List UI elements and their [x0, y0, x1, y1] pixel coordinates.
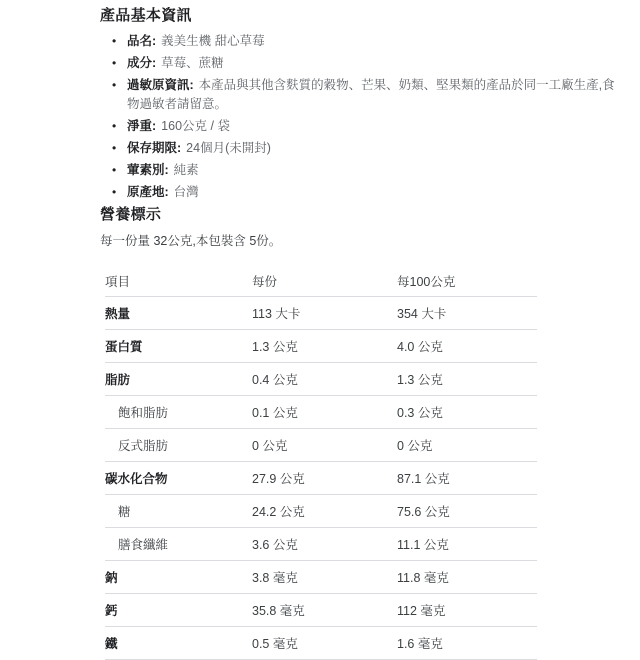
- table-row-sugar: [105, 495, 537, 528]
- list-item-origin: [112, 183, 620, 202]
- nutrient-name: 蛋白質: [105, 330, 252, 363]
- per-serving-value: 24.2 公克: [252, 495, 397, 528]
- list-item-product-name: [112, 32, 620, 51]
- item-label: 成分:: [127, 56, 157, 70]
- table-row-iron: [105, 627, 537, 660]
- per-100g-value: 1.6 毫克: [397, 627, 537, 660]
- nutrient-name: 膳食纖維: [105, 528, 252, 561]
- nutrient-name: 鈣: [105, 594, 252, 627]
- nutrient-name: 碳水化合物: [105, 462, 252, 495]
- item-value: 160公克 / 袋: [161, 119, 230, 133]
- table-row-calcium: [105, 594, 537, 627]
- table-row-calories: [105, 297, 537, 330]
- table-header-row: [105, 266, 537, 297]
- per-100g-value: 75.6 公克: [397, 495, 537, 528]
- bullet-icon: [112, 117, 127, 136]
- table-row-protein: [105, 330, 537, 363]
- nutrition-title: 營養標示: [100, 206, 162, 223]
- item-label: 過敏原資訊:: [127, 78, 194, 92]
- bullet-icon: [112, 32, 127, 51]
- per-100g-value: 87.1 公克: [397, 462, 537, 495]
- nutrient-name: 鐵: [105, 627, 252, 660]
- nutrient-name: 脂肪: [105, 363, 252, 396]
- table-row-sodium: [105, 561, 537, 594]
- per-100g-value: 1.3 公克: [397, 363, 537, 396]
- item-label: 原產地:: [127, 185, 169, 199]
- per-100g-value: 4.0 公克: [397, 330, 537, 363]
- per-serving-value: 3.8 毫克: [252, 561, 397, 594]
- item-value: 台灣: [173, 185, 199, 199]
- nutrition-table: [105, 266, 537, 660]
- item-value: 24個月(未開封): [186, 141, 271, 155]
- item-value: 本產品與其他含麩質的穀物、芒果、奶類、堅果類的產品於同一工廠生產,食物過敏者請留意。: [127, 78, 615, 111]
- list-item-allergen-info: [112, 76, 620, 114]
- per-serving-value: 0 公克: [252, 429, 397, 462]
- item-label: 淨重:: [127, 119, 157, 133]
- nutrient-name: 飽和脂肪: [105, 396, 252, 429]
- table-row-saturated-fat: [105, 396, 537, 429]
- nutrient-name: 鈉: [105, 561, 252, 594]
- item-value: 義美生機 甜心草莓: [161, 34, 265, 48]
- list-item-shelf-life: [112, 139, 620, 158]
- bullet-icon: [112, 54, 127, 73]
- item-value: 純素: [173, 163, 199, 177]
- bullet-icon: [112, 139, 127, 158]
- item-value: 草莓、蔗糖: [161, 56, 224, 70]
- table-row-carbohydrate: [105, 462, 537, 495]
- table-row-trans-fat: [105, 429, 537, 462]
- table-row-dietary-fiber: [105, 528, 537, 561]
- item-label: 保存期限:: [127, 141, 182, 155]
- bullet-icon: [112, 76, 127, 95]
- per-serving-value: 0.5 毫克: [252, 627, 397, 660]
- list-item-diet-type: [112, 161, 620, 180]
- per-100g-value: 112 毫克: [397, 594, 537, 627]
- col-header-item: 項目: [105, 266, 252, 297]
- per-100g-value: 354 大卡: [397, 297, 537, 330]
- per-serving-value: 0.1 公克: [252, 396, 397, 429]
- nutrient-name: 熱量: [105, 297, 252, 330]
- basic-info-list: [100, 32, 620, 202]
- per-serving-value: 3.6 公克: [252, 528, 397, 561]
- per-serving-value: 27.9 公克: [252, 462, 397, 495]
- per-100g-value: 0 公克: [397, 429, 537, 462]
- per-serving-value: 35.8 毫克: [252, 594, 397, 627]
- bullet-icon: [112, 161, 127, 180]
- serving-note: 每一份量 32公克,本包裝含 5份。: [100, 234, 282, 248]
- per-serving-value: 1.3 公克: [252, 330, 397, 363]
- nutrient-name: 糖: [105, 495, 252, 528]
- list-item-ingredients: [112, 54, 620, 73]
- per-100g-value: 0.3 公克: [397, 396, 537, 429]
- list-item-net-weight: [112, 117, 620, 136]
- item-label: 品名:: [127, 34, 157, 48]
- basic-info-title: 產品基本資訊: [100, 7, 192, 24]
- item-label: 葷素別:: [127, 163, 169, 177]
- per-serving-value: 0.4 公克: [252, 363, 397, 396]
- bullet-icon: [112, 183, 127, 202]
- col-header-per-100g: 每100公克: [397, 266, 537, 297]
- nutrient-name: 反式脂肪: [105, 429, 252, 462]
- table-row-fat: [105, 363, 537, 396]
- per-100g-value: 11.1 公克: [397, 528, 537, 561]
- per-serving-value: 113 大卡: [252, 297, 397, 330]
- col-header-per-serving: 每份: [252, 266, 397, 297]
- per-100g-value: 11.8 毫克: [397, 561, 537, 594]
